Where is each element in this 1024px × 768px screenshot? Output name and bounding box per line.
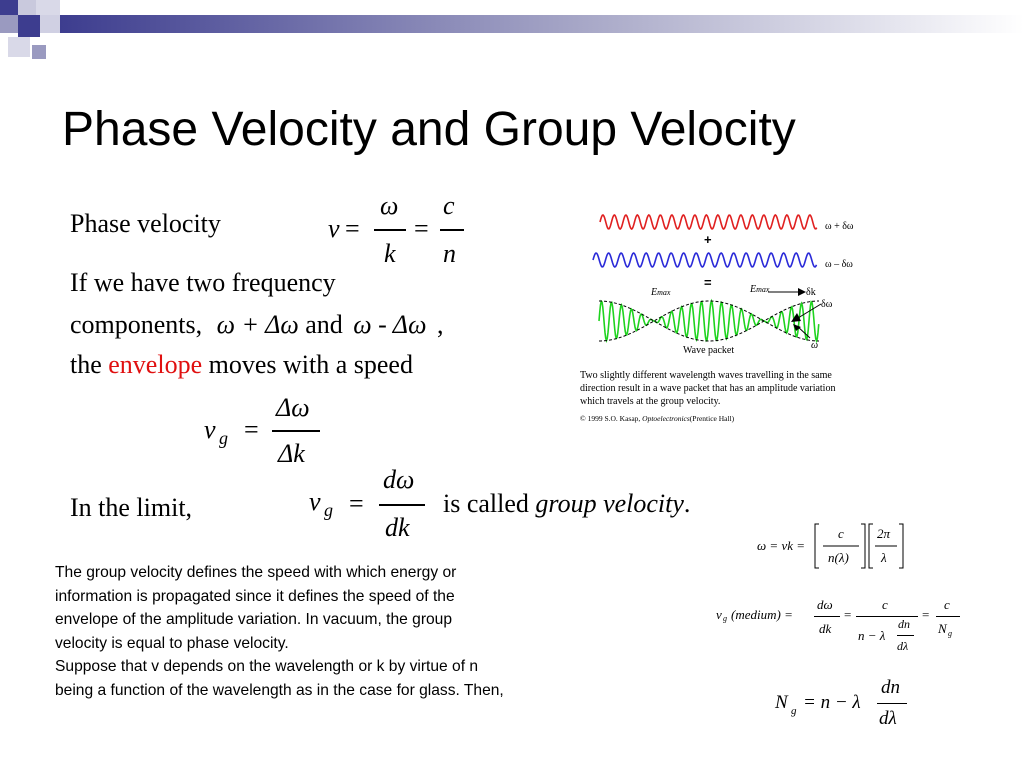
called-text [443,484,690,524]
medium-v: v [716,607,722,622]
comma-text: , [436,310,444,339]
phase-velocity-label: Phase velocity [70,209,221,238]
medium-eq2: = [922,607,930,622]
the-text: the [70,350,102,379]
ng-dn: dn [881,677,900,698]
medium-eq1: = [844,607,852,622]
medium-c: c [882,597,888,612]
ng-dlambda: dλ [879,708,897,729]
eq-c-num: c [443,191,455,220]
medium-N: N [938,621,947,636]
two-frequency-line3 [70,345,413,385]
explanation-paragraph [55,561,504,702]
eq-equals-2: = [414,214,429,243]
group-velocity-term: group velocity [535,489,684,518]
moves-text: moves with a speed [208,350,413,379]
label-omega-plus: ω + δω [825,221,854,232]
emax-right-e: E [750,284,757,295]
fraction-bar [877,703,907,704]
medium-c2: c [944,597,950,612]
fraction-bar [440,229,464,231]
omega-lambda: λ [881,550,887,565]
emax-left-sub: max [657,288,671,297]
caption-line: direction result in a wave packet that has an amplitude variation [580,383,836,394]
eq-lim-sub: g [324,500,333,520]
period-text: . [683,489,691,518]
paragraph-line: being a function of the wavelength as in the case for glass. Then, [55,681,504,699]
eq-vg-equals: = [244,415,259,444]
envelope-word: envelope [108,350,203,379]
eq-vg-v: v [204,415,216,444]
omega-c: c [838,526,844,541]
emax-left-e: E [651,287,658,298]
fraction-bar [272,430,320,432]
ng-rhs: = n − λ [803,692,861,713]
eq-vg-sub: g [219,428,228,448]
copyright-book: Optoelectronics [642,414,690,423]
copyright-prefix: © 1999 S.O. Kasap, [580,414,641,423]
eq-d-omega: dω [383,465,415,494]
fraction-bar [897,635,914,636]
omega-vk-lhs: ω = vk = [757,538,806,553]
label-omega-minus: ω – δω [825,259,853,270]
eq-dk: dk [385,513,410,542]
two-frequency-line1: If we have two frequency [70,268,336,297]
fraction-bar [814,616,840,617]
dk-label: δk [806,287,816,298]
paragraph-line: Suppose that v depends on the wavelength or k by virtue of n [55,658,479,675]
medium-domega: dω [817,597,833,612]
wave-packet-label: Wave packet [683,345,735,356]
ng-N: N [775,692,788,713]
two-frequency-line2 [70,305,443,345]
copyright-suffix: (Prentice Hall) [689,414,735,423]
eq-omega-num: ω [380,191,399,220]
limit-label: In the limit, [70,493,193,522]
emax-left [651,286,670,299]
fraction-bar [936,616,960,617]
medium-arg: (medium) = [731,607,793,622]
paragraph-line: envelope of the amplitude variation. In vacuum, the group [55,611,453,628]
emax-right [750,283,769,296]
paragraph-line: information is propagated since it defines the speed of the [55,587,455,605]
components-text: components, [70,310,203,339]
is-called-text: is called [443,489,529,518]
term-omega-minus: ω - Δω [353,310,427,339]
caption-line: Two slightly different wavelength waves travelling in the same [580,370,832,381]
medium-dk: dk [819,621,832,636]
medium-N-sub: g [948,629,952,638]
and-text: and [305,310,343,339]
plus-sign: + [704,232,712,247]
paragraph-line: The group velocity defines the speed with which energy or [55,564,457,581]
fraction-bar [379,504,425,506]
medium-n-lambda: n − λ [858,628,886,643]
term-omega-plus: ω + Δω [216,310,299,339]
figure-copyright [580,414,734,423]
equals-sign: = [704,275,712,290]
dk-arrowhead [798,288,806,296]
page-title: Phase Velocity and Group Velocity [62,103,796,156]
medium-dn: dn [898,617,910,631]
emax-right-sub: max [756,285,770,294]
medium-dlambda: dλ [897,639,909,653]
fraction-bar [374,229,406,231]
red-wave [600,215,817,229]
caption-line: which travels at the group velocity. [580,396,721,407]
green-wave [599,301,819,341]
eq-lim-v: v [309,487,321,516]
medium-sub: g [723,614,727,623]
eq-delta-k: Δk [278,439,305,468]
ng-sub: g [791,705,797,717]
eq-k-den: k [384,239,396,268]
blue-wave [593,253,817,267]
eq-delta-omega: Δω [276,393,310,422]
omega-2pi: 2π [877,526,891,541]
omega-label: ω [811,340,819,351]
paragraph-line: velocity is equal to phase velocity. [55,634,289,652]
eq-lim-equals: = [349,489,364,518]
eq-n-den: n [443,239,456,268]
figure-caption [580,369,891,408]
eq-v: v [328,214,340,243]
omega-n-lambda: n(λ) [828,550,849,565]
domega-label: δω [821,299,833,310]
eq-equals-1: = [345,214,360,243]
